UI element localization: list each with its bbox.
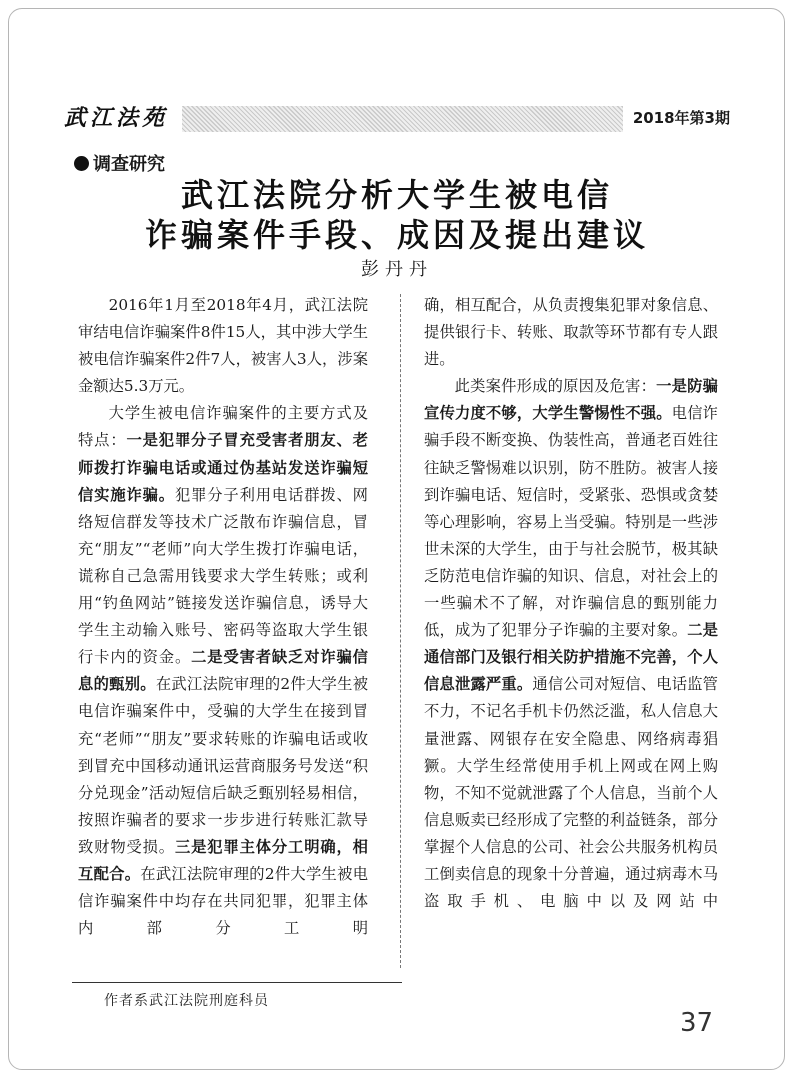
left-column	[78, 292, 368, 942]
page-header	[54, 98, 736, 138]
paragraph-text: 在武江法院审理的2件大学生被电信诈骗案件中，受骗的大学生在接到冒充“老师”“朋友”要求转账的诈骗电话或收到冒充中国移动通讯运营商服务号发送“积分兑现金”活动短信后缺乏甄别轻易相信，按照诈骗者的要求一步步进行转账汇款导致财物受损。	[78, 675, 368, 856]
article-title-line-2: 诈骗案件手段、成因及提出建议	[144, 216, 649, 254]
section-text: 调查研究	[93, 154, 165, 175]
journal-name: 武江法苑	[54, 100, 182, 136]
key-point: 二是通信部门及银行相关防护措施不完善，个人信息泄露严重。	[424, 621, 718, 694]
paragraph: 确，相互配合，从负责搜集犯罪对象信息、提供银行卡、转账、取款等环节都有专人跟进。	[424, 296, 718, 369]
paragraph	[78, 400, 368, 942]
footnote-rule	[72, 982, 402, 983]
paragraph-text: 此类案件形成的原因及危害：	[454, 377, 657, 396]
paragraph	[424, 373, 718, 915]
author-name: 彭丹丹	[361, 259, 433, 280]
key-point: 三是犯罪主体分工明确，相互配合。	[78, 837, 368, 883]
paragraph-text: 电信诈骗手段不断变换、伪装性高，普通老百姓往往缺乏警惕难以识别，防不胜防。被害人接到诈骗电话、短信时，受紧张、恐惧或贪婪等心理影响，容易上当受骗。特别是一些涉世未深的大学生，由于与社会脱节，极其缺乏防范电信诈骗的知识、信息，对社会上的一些骗术不了解，对诈骗信息的甄别能力低，成为了犯罪分子诈骗的主要对象。	[424, 404, 718, 640]
paragraph-text: 大学生被电信诈骗案件的主要方式及特点：	[78, 404, 368, 450]
key-point: 一是防骗宣传力度不够，大学生警惕性不强。	[424, 377, 718, 423]
page-number: 37	[680, 1008, 714, 1038]
right-column	[424, 292, 718, 915]
key-point: 一是犯罪分子冒充受害者朋友、老师拨打诈骗电话或通过伪基站发送诈骗短信实施诈骗。	[78, 431, 368, 504]
column-divider	[400, 294, 401, 968]
bullet-icon	[74, 156, 89, 171]
paragraph: 2016年1月至2018年4月，武江法院审结电信诈骗案件8件15人，其中涉大学生被电信诈骗案件2件7人，被害人3人，涉案金额达5.3万元。	[78, 296, 368, 396]
key-point: 二是受害者缺乏对诈骗信息的甄别。	[78, 648, 368, 694]
author-footnote: 作者系武江法院刑庭科员	[104, 993, 269, 1009]
paragraph-text: 在武江法院审理的2件大学生被电信诈骗案件中均存在共同犯罪，犯罪主体内部分工明	[78, 864, 368, 938]
issue-label: 2018年第3期	[623, 100, 736, 136]
paragraph-text: 通信公司对短信、电话监管不力，不记名手机卡仍然泛滥，私人信息大量泄露、网银存在安全隐患、网络病毒猖獗。大学生经常使用手机上网或在网上购物，不知不觉就泄露了个人信息，当前个人信息贩卖已经形成了完整的利益链条，部分掌握个人信息的公司、社会公共服务机构员工倒卖信息的现象十分普遍，通过病毒木马盗取手机、电脑中以及网站中	[424, 675, 718, 911]
paragraph-text: 犯罪分子利用电话群拨、网络短信群发等技术广泛散布诈骗信息，冒充“朋友”“老师”向大学生拨打诈骗电话，谎称自己急需用钱要求大学生转账；或利用“钓鱼网站”链接发送诈骗信息，诱导大学生主动输入账号、密码等盗取大学生银行卡内的资金。	[78, 485, 368, 667]
article-title-line-1: 武江法院分析大学生被电信	[180, 176, 613, 214]
